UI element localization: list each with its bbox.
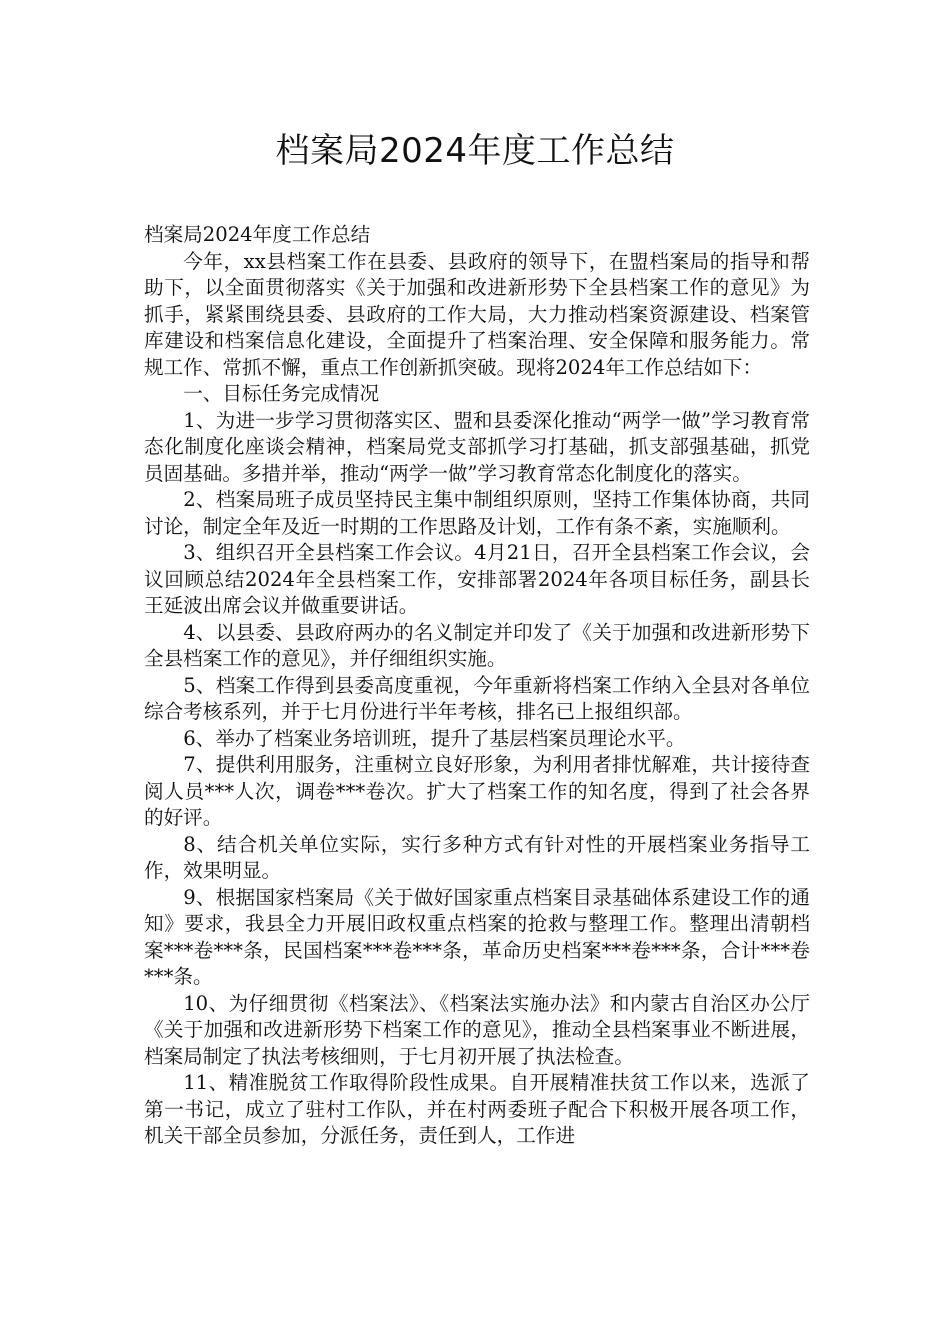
item-paragraph-8: 8、结合机关单位实际，实行多种方式有针对性的开展档案业务指导工作，效果明显。 (144, 832, 810, 882)
item-paragraph-10: 10、为仔细贯彻《档案法》、《档案法实施办法》和内蒙古自治区办公厅《关于加强和改进新形势下档案工作的意见》，推动全县档案事业不断进展，档案局制定了执法考核细则，于七月初开展了执法检查。 (144, 991, 810, 1068)
intro-paragraph: 今年，xx县档案工作在县委、县政府的领导下，在盟档案局的指导和帮助下，以全面贯彻落实《关于加强和改进新形势下全县档案工作的意见》为抓手，紧紧围绕县委、县政府的工作大局，大力推动档案资源建设、档案管库建设和档案信息化建设，全面提升了档案治理、安全保障和服务能力。常规工作、常抓不懈，重点工作创新抓突破。现将2024年工作总结如下： (144, 249, 810, 379)
document-body (144, 222, 810, 1150)
item-paragraph-9: 9、根据国家档案局《关于做好国家重点档案目录基础体系建设工作的通知》要求，我县全力开展旧政权重点档案的抢救与整理工作。整理出清朝档案***卷***条，民国档案***卷***条，革命历史档案***卷***条，合计***卷***条。 (144, 885, 810, 988)
item-paragraph-6: 6、举办了档案业务培训班，提升了基层档案员理论水平。 (183, 726, 686, 750)
document-title: 档案局2024年度工作总结 (275, 131, 675, 171)
item-paragraph-11: 11、精准脱贫工作取得阶段性成果。自开展精准扶贫工作以来，选派了第一书记，成立了驻村工作队，并在村两委班子配合下积极开展各项工作，机关干部全员参加，分派任务，责任到人，工作进 (144, 1071, 810, 1147)
body-heading-line: 档案局2024年度工作总结 (144, 223, 371, 246)
item-paragraph-1: 1、为进一步学习贯彻落实区、盟和县委深化推动“两学一做”学习教育常态化制度化座谈会精神，档案局党支部抓学习打基础，抓支部强基础，抓党员固基础。多措并举，推动“两学一做”学习教育常态化制度化的落实。 (144, 408, 810, 485)
item-paragraph-2: 2、档案局班子成员坚持民主集中制组织原则，坚持工作集体协商，共同讨论，制定全年及近一时期的工作思路及计划，工作有条不紊，实施顺利。 (144, 488, 810, 538)
section-heading: 一、目标任务完成情况 (183, 382, 380, 405)
item-paragraph-7: 7、提供利用服务，注重树立良好形象，为利用者排忧解难，共计接待查阅人员***人次，调卷***卷次。扩大了档案工作的知名度，得到了社会各界的好评。 (144, 753, 810, 829)
item-paragraph-5: 5、档案工作得到县委高度重视，今年重新将档案工作纳入全县对各单位综合考核系列，并于七月份进行半年考核，排名已上报组织部。 (144, 673, 810, 723)
item-paragraph-4: 4、以县委、县政府两办的名义制定并印发了《关于加强和改进新形势下全县档案工作的意见》，并仔细组织实施。 (144, 620, 810, 670)
item-paragraph-3: 3、组织召开全县档案工作会议。4月21日，召开全县档案工作会议，会议回顾总结2024年全县档案工作，安排部署2024年各项目标任务，副县长王延波出席会议并做重要讲话。 (144, 541, 810, 617)
